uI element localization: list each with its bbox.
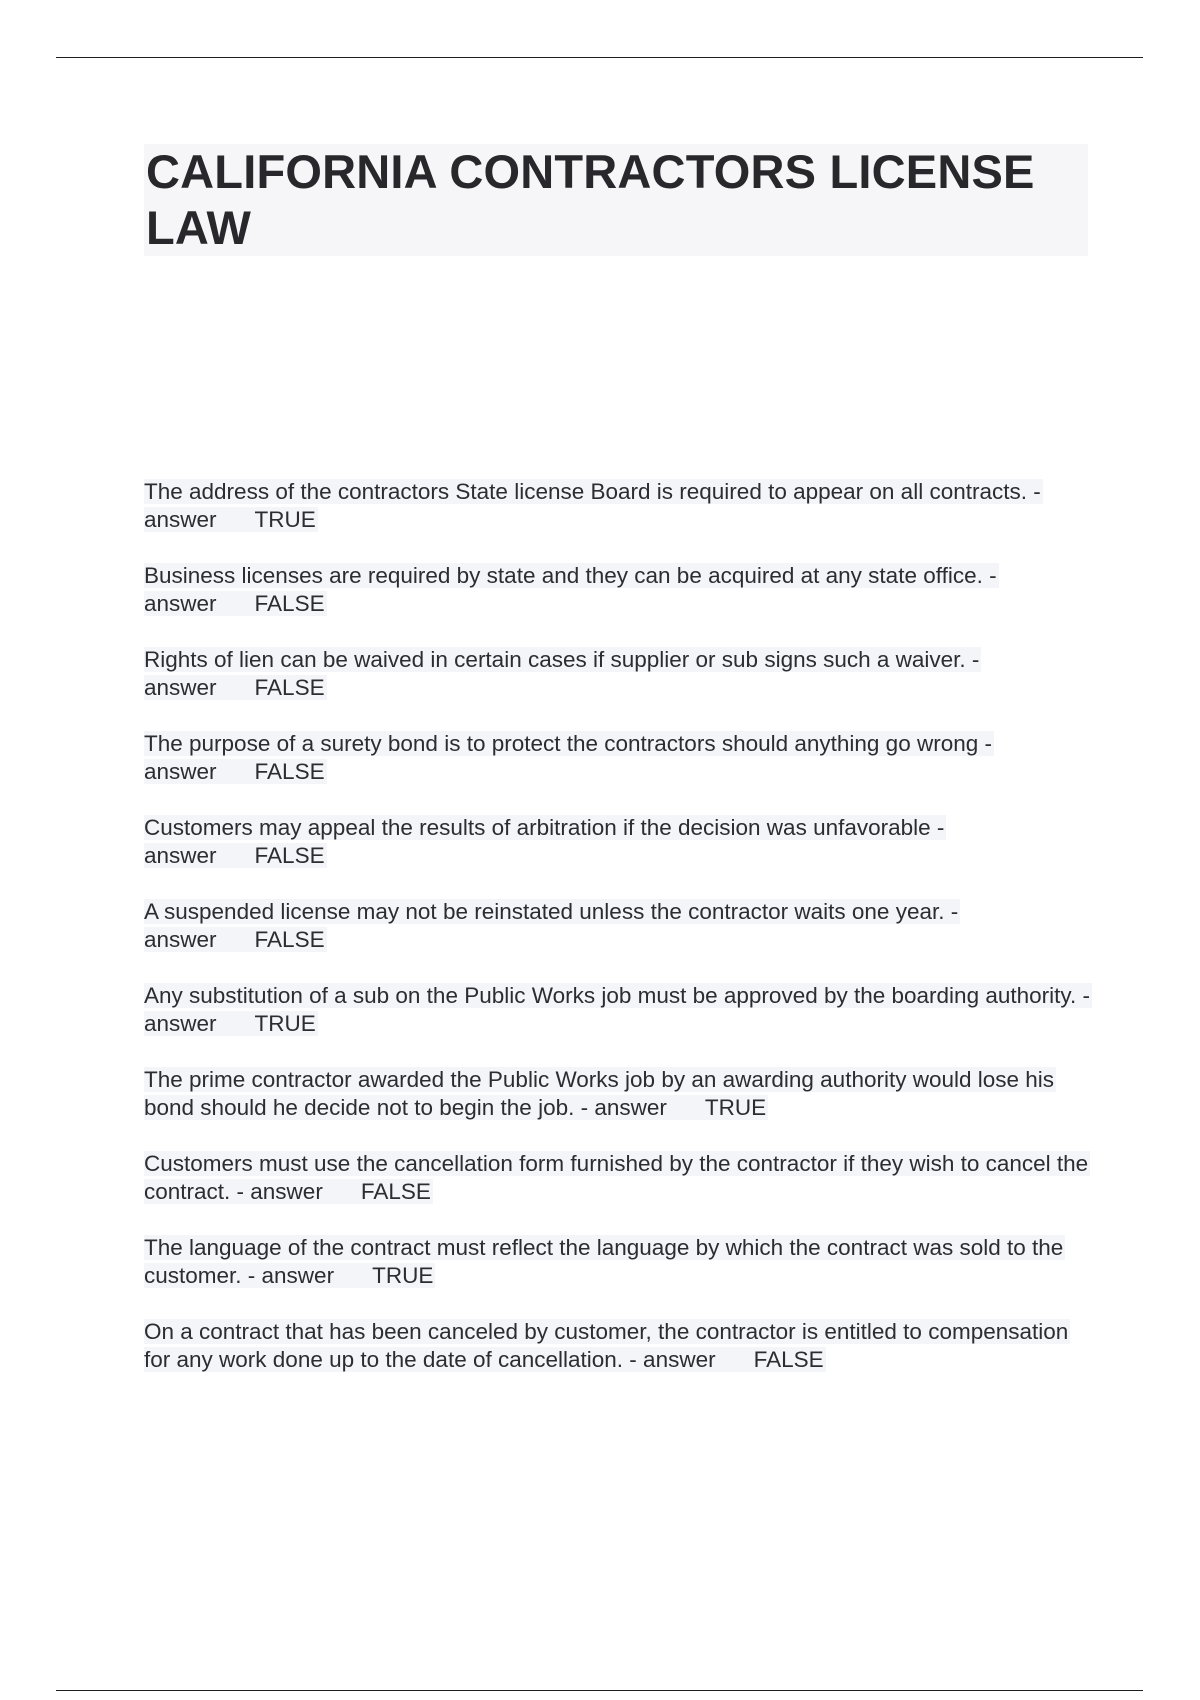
qa-answer: TRUE: [704, 1095, 767, 1120]
qa-answer: TRUE: [254, 507, 316, 532]
qa-item: [144, 646, 1094, 702]
qa-question: Rights of lien can be waived in certain cases if supplier or sub signs such a waiver. - answer: [144, 647, 980, 700]
qa-answer: FALSE: [254, 675, 325, 700]
qa-item: [144, 730, 1094, 786]
qa-question: Customers must use the cancellation form furnished by the contractor if they wish to cancel the contract. - answer: [144, 1151, 1089, 1204]
qa-answer: FALSE: [254, 591, 325, 616]
qa-item: [144, 898, 1094, 954]
document-title: CALIFORNIA CONTRACTORS LICENSE LAW: [146, 145, 1035, 254]
qa-item: [144, 478, 1094, 534]
qa-list: [144, 478, 1094, 1402]
qa-answer: TRUE: [372, 1263, 434, 1288]
top-rule: [56, 57, 1143, 58]
title-block: [144, 144, 1088, 256]
qa-item: [144, 1150, 1094, 1206]
qa-answer: FALSE: [254, 843, 325, 868]
qa-question: On a contract that has been canceled by customer, the contractor is entitled to compensation for any work done up to the date of cancellation. - answer: [144, 1319, 1069, 1372]
qa-question: The language of the contract must reflect the language by which the contract was sold to the customer. - answer: [144, 1235, 1064, 1288]
qa-question: Business licenses are required by state and they can be acquired at any state office. - answer: [144, 563, 997, 616]
qa-item: [144, 814, 1094, 870]
qa-question: The purpose of a surety bond is to protect the contractors should anything go wrong - answer: [144, 731, 992, 784]
qa-item: [144, 982, 1094, 1038]
qa-answer: FALSE: [254, 927, 325, 952]
qa-item: [144, 1318, 1094, 1374]
bottom-rule: [56, 1690, 1143, 1691]
qa-answer: FALSE: [254, 759, 325, 784]
qa-question: A suspended license may not be reinstated unless the contractor waits one year. - answer: [144, 899, 959, 952]
qa-answer: FALSE: [753, 1347, 824, 1372]
qa-answer: TRUE: [254, 1011, 316, 1036]
qa-question: Any substitution of a sub on the Public Works job must be approved by the boarding authority. - answer: [144, 983, 1090, 1036]
qa-question: The address of the contractors State license Board is required to appear on all contracts. - answer: [144, 479, 1041, 532]
qa-question: The prime contractor awarded the Public Works job by an awarding authority would lose his bond should he decide not to begin the job. - answer: [144, 1067, 1055, 1120]
qa-item: [144, 562, 1094, 618]
qa-item: [144, 1234, 1094, 1290]
qa-question: Customers may appeal the results of arbitration if the decision was unfavorable - answer: [144, 815, 945, 868]
qa-item: [144, 1066, 1094, 1122]
qa-answer: FALSE: [360, 1179, 431, 1204]
